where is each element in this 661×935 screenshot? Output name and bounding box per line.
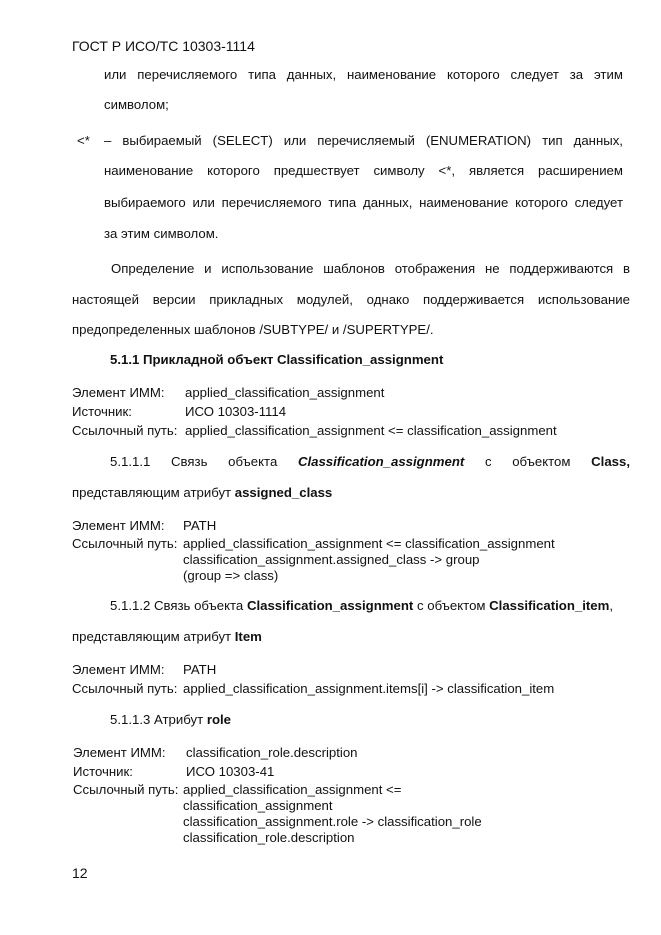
heading-text: 5.1.1.2 Связь объекта: [110, 598, 247, 613]
word: которого: [446, 67, 500, 82]
section-5113-source: [73, 764, 274, 780]
section-5112-path: [72, 681, 554, 697]
word: шаблонов: [323, 261, 385, 276]
word: (ENUMERATION): [425, 133, 532, 148]
heading-attribute: role: [206, 712, 231, 727]
source-label: Источник:: [73, 764, 133, 779]
source-value: ИСО 10303-1114: [185, 404, 287, 419]
path-label: Ссылочный путь:: [73, 782, 179, 797]
word: типа: [328, 195, 357, 210]
word: тип: [542, 133, 563, 148]
element-label: Элемент ИММ:: [73, 745, 166, 760]
page-number: 12: [72, 865, 88, 881]
templates-line-3: предопределенных шаблонов /SUBTYPE/ и /SUPERTYPE/.: [72, 322, 434, 337]
heading-text: ,: [609, 598, 614, 613]
word: использование: [221, 261, 314, 276]
heading-object: Classification_assignment: [297, 454, 465, 469]
word: символу: [373, 163, 425, 178]
section-5111-heading: [110, 454, 630, 469]
heading-text: представляющим атрибут: [72, 629, 235, 644]
word: в: [622, 261, 630, 276]
word: или: [283, 133, 307, 148]
word: данных,: [573, 133, 623, 148]
select-line-3: [104, 195, 623, 210]
section-5113-element: [73, 745, 358, 761]
word: наименование: [419, 195, 509, 210]
word: наименование: [104, 163, 194, 178]
word: (SELECT): [212, 133, 273, 148]
word: настоящей: [72, 292, 139, 307]
word: выбираемого: [104, 195, 186, 210]
section-5111-element: [72, 518, 216, 534]
word: версии: [152, 292, 196, 307]
section-5112-heading: [110, 598, 613, 613]
word: поддерживаются: [509, 261, 614, 276]
select-line-1: [104, 133, 623, 148]
word: данных,: [363, 195, 413, 210]
element-value: PATH: [183, 518, 217, 533]
path-label: Ссылочный путь:: [72, 536, 178, 551]
source-value: ИСО 10303-41: [186, 764, 275, 779]
section-511-heading: 5.1.1 Прикладной объект Classification_assignment: [110, 352, 444, 367]
word: Определение: [111, 261, 195, 276]
section-511-element: [72, 385, 384, 401]
element-value: PATH: [183, 662, 217, 677]
word: этим: [593, 67, 623, 82]
section-5111-path: [72, 536, 555, 584]
heading-object: Classification_item: [489, 598, 610, 613]
word: не: [484, 261, 500, 276]
word: перечисляемого: [137, 67, 238, 82]
word: за: [569, 67, 584, 82]
word: использование: [537, 292, 630, 307]
heading-word: с: [484, 454, 492, 469]
section-5112-heading-line-2: [72, 629, 262, 644]
path-value: applied_classification_assignment <= classification_assignment classification_assignment.assigned_class -> group (group => class): [183, 536, 555, 583]
word: является: [468, 163, 525, 178]
heading-attribute: assigned_class: [234, 485, 333, 500]
word: которого: [207, 163, 260, 178]
heading-word: Связь: [171, 454, 208, 469]
source-label: Источник:: [72, 404, 132, 419]
word: модулей,: [296, 292, 353, 307]
word: или: [192, 195, 215, 210]
word: однако: [366, 292, 410, 307]
element-label: Элемент ИММ:: [72, 518, 165, 533]
heading-text: с объектом: [413, 598, 490, 613]
templates-line-2: [72, 292, 630, 307]
word: <*,: [438, 163, 456, 178]
element-label: Элемент ИММ:: [72, 385, 165, 400]
path-value: applied_classification_assignment <= classification_assignment classification_assignment.role -> classification_role classification_role.description: [183, 782, 482, 845]
heading-object: Classification_assignment: [246, 598, 414, 613]
path-label: Ссылочный путь:: [72, 423, 178, 438]
word: расширением: [538, 163, 623, 178]
word: данных,: [286, 67, 337, 82]
select-line-2: [104, 163, 623, 178]
word: перечисляемый: [317, 133, 415, 148]
path-value: applied_classification_assignment.items[i] -> classification_item: [183, 681, 555, 696]
heading-text: представляющим атрибут: [72, 485, 235, 500]
word: наименование: [346, 67, 437, 82]
word: выбираемый: [122, 133, 202, 148]
element-label: Элемент ИММ:: [72, 662, 165, 677]
templates-line-1: [111, 261, 630, 276]
word: прикладных: [209, 292, 284, 307]
word: –: [104, 133, 112, 148]
select-line-4: за этим символом.: [104, 226, 219, 241]
path-label: Ссылочный путь:: [72, 681, 178, 696]
section-5111-heading-line-2: [72, 485, 332, 500]
word: поддерживается: [422, 292, 525, 307]
word: перечисляемого: [221, 195, 322, 210]
word: типа: [248, 67, 276, 82]
heading-text: 5.1.1.3 Атрибут: [110, 712, 207, 727]
word: следует: [574, 195, 623, 210]
word: отображения: [394, 261, 476, 276]
select-symbol: <*: [77, 133, 90, 148]
document-header: ГОСТ Р ИСО/ТС 10303-1114: [72, 38, 255, 54]
word: предшествует: [273, 163, 360, 178]
word: или: [104, 67, 127, 82]
intro-line-1: [104, 67, 623, 82]
heading-object: Class,: [591, 454, 630, 469]
section-511-path: [72, 423, 557, 439]
section-5113-heading: [110, 712, 231, 727]
section-5113-path: [73, 782, 482, 846]
heading-number: 5.1.1.1: [110, 454, 151, 469]
element-value: classification_role.description: [186, 745, 358, 760]
section-5112-element: [72, 662, 216, 678]
word: которого: [515, 195, 568, 210]
word: и: [204, 261, 212, 276]
word: следует: [510, 67, 559, 82]
element-value: applied_classification_assignment: [185, 385, 385, 400]
heading-word: объекта: [228, 454, 278, 469]
heading-word: объектом: [512, 454, 571, 469]
intro-line-2: символом;: [104, 97, 169, 112]
section-511-source: [72, 404, 286, 420]
heading-attribute: Item: [234, 629, 262, 644]
path-value: applied_classification_assignment <= classification_assignment: [185, 423, 557, 438]
